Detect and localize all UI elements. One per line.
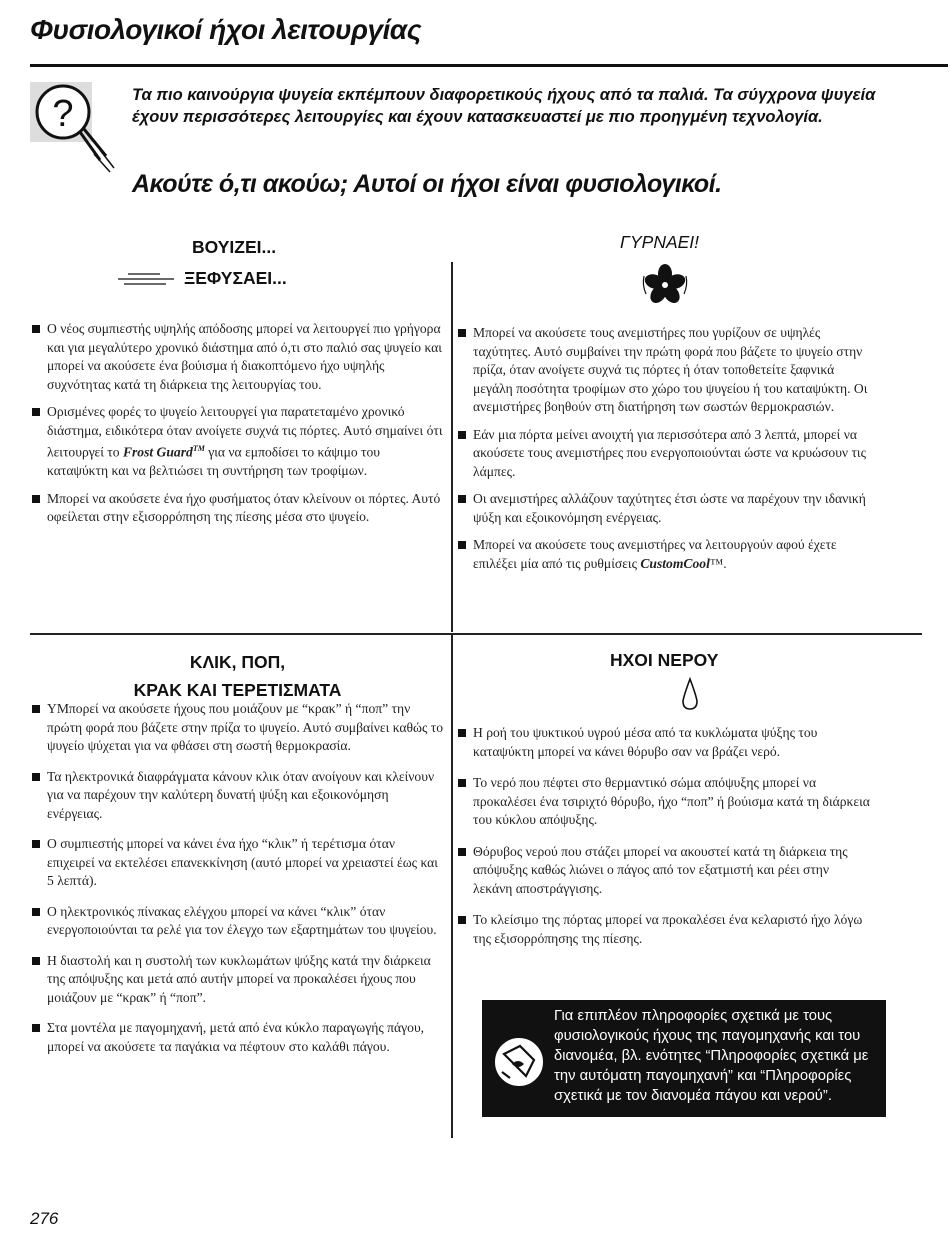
list-item: Τα ηλεκτρονικά διαφράγματα κάνουν κλικ όταν ανοίγουν και κλείνουν για να παρέχουν την καλύτερη δυνατή ψύξη και εξοικονόμηση ενέργειας.: [32, 768, 444, 824]
list-item: Το νερό που πέφτει στο θερμαντικό σώμα απόψυξης μπορεί να προκαλέσει ένα τσιριχτό θόρυβο, ήχο “ποπ” ή βούισμα κατά τη διάρκεια του κύκλου απόψυξης.: [458, 774, 870, 830]
click-heading-line1: ΚΛΙΚ, ΠΟΠ,: [189, 652, 286, 672]
list-item: Ορισμένες φορές το ψυγείο λειτουργεί για παρατεταμένο χρονικό διάστημα, ειδικότερα όταν ανοίγετε συχνά τις πόρτες. Αυτό σημαίνει ότι λειτουργεί το Frost Guard™ για να εμποδίσει το κάψιμο του καταψύκτη και να βελτιώσει τη συντήρηση των τροφίμων.: [32, 403, 444, 481]
list-item: Μπορεί να ακούσετε τους ανεμιστήρες που γυρίζουν σε υψηλές ταχύτητες. Αυτό συμβαίνει την πρώτη φορά που βάζετε το ψυγείο στην πρίζα, όταν ανοίγετε συχνά τις πόρτες ή όταν τοποθετείτε ξαφνικά μεγάλη ποσότητα τροφίμων στο χώρο του ψυγείου ή του καταψύκτη. Οι ανεμιστήρες βοηθούν στη διατήρηση των σωστών θερμοκρασιών.: [458, 324, 870, 417]
list-item: Εάν μια πόρτα μείνει ανοιχτή για περισσότερα από 3 λεπτά, μπορεί να ακούσετε τους ανεμιστήρες που ενεργοποιούνται ώστε να κρυώσουν τις λάμπες.: [458, 426, 870, 482]
column-divider-bottom: [451, 635, 453, 1138]
click-heading: [30, 648, 445, 704]
list-item: Στα μοντέλα με παγομηχανή, μετά από ένα κύκλο παραγωγής πάγου, μπορεί να ακούσετε τα παγάκια να πέφτουν στο καλάθι πάγου.: [32, 1019, 444, 1056]
column-divider-top: [451, 262, 453, 632]
hum-heading: ΒΟΥΙΖΕΙ...: [192, 237, 277, 257]
water-list: [458, 724, 870, 961]
list-item: Θόρυβος νερού που στάζει μπορεί να ακουστεί κατά τη διάρκεια της απόψυξης καθώς λιώνει ο πάγος από τον εξατμιστή και ρέει στην λεκάνη αποστράγγισης.: [458, 843, 870, 899]
page-number: 276: [30, 1209, 59, 1228]
title-rule: [30, 64, 948, 67]
list-item: Ο συμπιεστής μπορεί να κάνει ένα ήχο “κλικ” ή τερέτισμα όταν επιχειρεί να εκτελέσει επανεκκίνηση (αυτό μπορεί να χρειαστεί έως και 5 λεπτά).: [32, 835, 444, 891]
click-heading-line2: ΚΡΑΚ ΚΑΙ ΤΕΡΕΤΙΣΜΑΤΑ: [133, 680, 342, 700]
list-item: Η διαστολή και η συστολή των κυκλωμάτων ψύξης κατά την διάρκεια της απόψυξης και μετά από αυτήν μπορεί να προκαλέσει ήχους που μοιάζουν με “κρακ” ή “ποπ”.: [32, 952, 444, 1008]
tool-icon: [490, 1034, 548, 1090]
frost-guard-label: Frost Guard: [122, 444, 193, 460]
whoosh-heading: ΞΕΦΥΣΑΕΙ...: [184, 268, 287, 288]
customcool-label: CustomCool: [640, 555, 710, 571]
question-icon: [30, 82, 120, 174]
list-item: Ο ηλεκτρονικός πίνακας ελέγχου μπορεί να κάνει “κλικ” όταν ενεργοποιούνται τα ρελέ για τον έλεγχο των εξαρτημάτων του ψυγείου.: [32, 903, 444, 940]
intro-text: Τα πιο καινούργια ψυγεία εκπέμπουν διαφορετικούς ήχους από τα παλιά. Τα σύγχρονα ψυγεία έχουν περισσότερες λειτουργίες και έχουν κατασκευαστεί με πιο προηγμένη τεχνολογία.: [132, 86, 876, 126]
list-item: Ο νέος συμπιεστής υψηλής απόδοσης μπορεί να λειτουργεί πιο γρήγορα και για μεγαλύτερο χρονικό διάστημα από ό,τι στο παλιό σας ψυγείο και μπορεί να ακούσετε ένα βούισμα ή διακοπτόμενο ήχο υψηλής συχνότητας κατά τη διάρκεια της λειτουργίας του.: [32, 320, 444, 394]
subtitle: Ακούτε ό,τι ακούω; Αυτοί οι ήχοι είναι φυσιολογικοί.: [132, 170, 722, 198]
section-divider: [30, 633, 922, 635]
growl-heading: ΓΥΡΝΑΕΙ!: [620, 232, 700, 252]
water-drop-icon: [680, 677, 700, 711]
click-list: [32, 700, 444, 1068]
fan-icon: [640, 262, 690, 308]
whoosh-heading-wrap: [118, 268, 287, 289]
list-item: Οι ανεμιστήρες αλλάζουν ταχύτητες έτσι ώστε να παρέχουν την ιδανική ψύξη και εξοικονόμηση ενέργειας.: [458, 490, 870, 527]
list-item: Μπορεί να ακούσετε τους ανεμιστήρες να λειτουργούν αφού έχετε επιλέξει μία από τις ρυθμίσεις CustomCool™.: [458, 536, 870, 573]
page-title: Φυσιολογικοί ήχοι λειτουργίας: [30, 14, 422, 45]
list-item: Το κλείσιμο της πόρτας μπορεί να προκαλέσει ένα κελαριστό ήχο λόγω της εξισορρόπησης της πίεσης.: [458, 911, 870, 948]
svg-text:?: ?: [52, 93, 74, 135]
list-item: ΥΜπορεί να ακούσετε ήχους που μοιάζουν με “κρακ” ή “ποπ” την πρώτη φορά που βάζετε στην πρίζα το ψυγείο. Αυτό συμβαίνει καθώς το ψυγείο ψύχεται για να φθάσει στη σωστή θερμοκρασία.: [32, 700, 444, 756]
list-item: Μπορεί να ακούσετε ένα ήχο φυσήματος όταν κλείνουν οι πόρτες. Αυτό οφείλεται στην εξισορρόπηση της πίεσης μέσα στο ψυγείο.: [32, 490, 444, 527]
info-text: Για επιπλέον πληροφορίες σχετικά με τους φυσιολογικούς ήχους της παγομηχανής και του διανομέα, βλ. ενότητες “Πληροφορίες σχετικά με την αυτόματη παγομηχανή” και “Πληροφορίες σχετικά με τον διανομέα πάγου και νερού”.: [554, 1008, 869, 1104]
hum-list: [32, 320, 444, 536]
water-heading: ΗΧΟΙ ΝΕΡΟΥ: [610, 650, 719, 670]
list-item: Η ροή του ψυκτικού υγρού μέσα από τα κυκλώματα ψύξης του καταψύκτη μπορεί να κάνει θόρυβο σαν να βράζει νερό.: [458, 724, 870, 761]
whoosh-lines-icon: [118, 272, 174, 286]
growl-list: [458, 324, 870, 582]
